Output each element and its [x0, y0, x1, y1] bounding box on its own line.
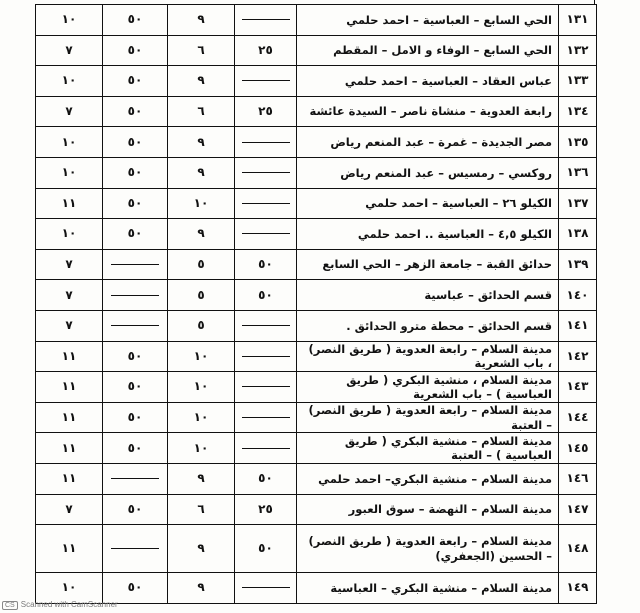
- route-cell-text: مدينة السلام – رابعة العدوية ( طريق النصر) – الحسين (الجعفري): [308, 534, 552, 563]
- value-cell-a-text: ٢٥: [258, 104, 273, 119]
- value-cell-b-text: ٩: [197, 541, 205, 556]
- value-cell-a: [235, 5, 297, 36]
- value-cell-c-text: ٥٠: [127, 379, 143, 394]
- row-number-cell-text: ١٤٩: [566, 580, 589, 595]
- value-cell-d: [36, 463, 103, 494]
- value-cell-a: [235, 249, 297, 280]
- route-cell: [297, 463, 559, 494]
- row-number-cell: [559, 573, 597, 604]
- value-cell-d: [36, 127, 103, 158]
- value-cell-d: [36, 310, 103, 341]
- value-cell-d: [36, 372, 103, 403]
- row-number-cell: [559, 188, 597, 219]
- row-number-cell-text: ١٣٣: [566, 73, 589, 88]
- value-cell-a: [235, 219, 297, 250]
- value-cell-d: [36, 341, 103, 372]
- empty-value-dash: [242, 386, 290, 387]
- value-cell-d: [36, 525, 103, 573]
- table-row: [36, 35, 597, 66]
- empty-value-dash: [111, 548, 159, 549]
- route-cell: [297, 127, 559, 158]
- value-cell-a: [235, 310, 297, 341]
- value-cell-d-text: ١٠: [61, 165, 77, 180]
- value-cell-d-text: ١١: [61, 195, 77, 210]
- route-cell: [297, 157, 559, 188]
- value-cell-a: [235, 66, 297, 97]
- table-row: [36, 188, 597, 219]
- value-cell-a: [235, 157, 297, 188]
- route-cell-text: الكيلو ٤,٥ – العباسية .. احمد حلمي: [357, 226, 552, 241]
- row-number-cell-text: ١٣١: [566, 12, 589, 27]
- value-cell-d: [36, 280, 103, 311]
- value-cell-a-text: ٥٠: [258, 541, 273, 556]
- value-cell-c-text: ٥٠: [127, 73, 143, 88]
- table-row: [36, 494, 597, 525]
- table-row: [36, 463, 597, 494]
- value-cell-d-text: ١١: [61, 541, 77, 556]
- route-cell-text: الحي السابع – العباسية – احمد حلمي: [346, 12, 552, 27]
- value-cell-b: [168, 372, 235, 403]
- empty-value-dash: [242, 80, 290, 81]
- value-cell-d-text: ١١: [61, 379, 77, 394]
- row-number-cell: [559, 5, 597, 36]
- value-cell-c-text: ٥٠: [127, 104, 143, 119]
- value-cell-d-text: ١٠: [61, 226, 77, 241]
- value-cell-d-text: ١٠: [61, 580, 77, 595]
- route-cell-text: مدينة السلام – النهضة – سوق العبور: [348, 502, 552, 517]
- row-number-cell-text: ١٤٢: [566, 348, 589, 363]
- value-cell-d: [36, 35, 103, 66]
- value-cell-b-text: ٩: [197, 73, 205, 88]
- value-cell-c: [103, 525, 168, 573]
- value-cell-a: [235, 433, 297, 464]
- value-cell-a: [235, 280, 297, 311]
- value-cell-c: [103, 573, 168, 604]
- value-cell-a-text: ٢٥: [258, 501, 273, 516]
- route-cell-text: مدينة السلام – رابعة العدوية ( طريق النصر) – العتبة: [308, 403, 552, 432]
- value-cell-b: [168, 188, 235, 219]
- table-row: [36, 219, 597, 250]
- row-number-cell: [559, 157, 597, 188]
- table-row: [36, 127, 597, 158]
- table-row: [36, 5, 597, 36]
- value-cell-d-text: ١٠: [61, 12, 77, 27]
- value-cell-b: [168, 157, 235, 188]
- row-number-cell: [559, 310, 597, 341]
- row-number-cell: [559, 280, 597, 311]
- routes-table: [35, 4, 597, 604]
- value-cell-c: [103, 280, 168, 311]
- value-cell-b-text: ٩: [197, 226, 205, 241]
- value-cell-a-text: ٥٠: [258, 471, 273, 486]
- row-number-cell: [559, 249, 597, 280]
- row-number-cell: [559, 402, 597, 433]
- route-cell: [297, 280, 559, 311]
- row-number-cell-text: ١٤٠: [566, 287, 589, 302]
- row-number-cell: [559, 525, 597, 573]
- value-cell-a: [235, 402, 297, 433]
- value-cell-d-text: ١٠: [61, 134, 77, 149]
- row-number-cell-text: ١٣٨: [566, 226, 589, 241]
- route-cell-text: روكسي – رمسيس – عبد المنعم رياض: [340, 165, 552, 180]
- row-number-cell: [559, 35, 597, 66]
- value-cell-b-text: ٩: [197, 134, 205, 149]
- row-number-cell: [559, 341, 597, 372]
- table-row: [36, 310, 597, 341]
- route-cell-text: مدينة السلام ، منشية البكري ( طريق العباسية ) – باب الشعرية: [346, 372, 552, 401]
- row-number-cell: [559, 96, 597, 127]
- route-cell-text: عباس العقاد – العباسية – احمد حلمي: [344, 73, 552, 88]
- empty-value-dash: [242, 233, 290, 234]
- empty-value-dash: [111, 295, 159, 296]
- value-cell-c: [103, 96, 168, 127]
- table-row: [36, 402, 597, 433]
- value-cell-c: [103, 402, 168, 433]
- value-cell-b: [168, 249, 235, 280]
- value-cell-d: [36, 96, 103, 127]
- empty-value-dash: [111, 325, 159, 326]
- table-row: [36, 341, 597, 372]
- empty-value-dash: [242, 203, 290, 204]
- table-row: [36, 96, 597, 127]
- value-cell-c-text: ٥٠: [127, 501, 143, 516]
- value-cell-a: [235, 372, 297, 403]
- value-cell-c: [103, 372, 168, 403]
- route-cell: [297, 5, 559, 36]
- row-number-cell-text: ١٤٧: [566, 501, 589, 516]
- value-cell-a: [235, 525, 297, 573]
- value-cell-d-text: ٧: [65, 501, 73, 516]
- value-cell-c: [103, 35, 168, 66]
- row-number-cell-text: ١٤٥: [566, 440, 589, 455]
- value-cell-d-text: ٧: [65, 104, 73, 119]
- row-number-cell-text: ١٣٢: [566, 42, 589, 57]
- row-number-cell-text: ١٣٩: [566, 257, 589, 272]
- route-cell: [297, 249, 559, 280]
- value-cell-a: [235, 463, 297, 494]
- value-cell-c-text: ٥٠: [127, 195, 143, 210]
- value-cell-d-text: ٧: [65, 257, 73, 272]
- row-number-cell-text: ١٤٤: [566, 410, 589, 425]
- value-cell-b: [168, 35, 235, 66]
- value-cell-b: [168, 310, 235, 341]
- value-cell-c-text: ٥٠: [127, 348, 143, 363]
- empty-value-dash: [242, 172, 290, 173]
- value-cell-d: [36, 157, 103, 188]
- route-cell: [297, 96, 559, 127]
- value-cell-b-text: ٩: [197, 12, 205, 27]
- table-row: [36, 280, 597, 311]
- value-cell-b-text: ١٠: [193, 440, 209, 455]
- route-cell: [297, 188, 559, 219]
- value-cell-c-text: ٥٠: [127, 226, 143, 241]
- value-cell-c-text: ٥٠: [127, 12, 143, 27]
- value-cell-d-text: ٧: [65, 287, 73, 302]
- row-number-cell: [559, 494, 597, 525]
- value-cell-c: [103, 66, 168, 97]
- row-number-cell: [559, 66, 597, 97]
- row-number-cell-text: ١٤١: [566, 318, 589, 333]
- value-cell-a: [235, 188, 297, 219]
- value-cell-d: [36, 188, 103, 219]
- value-cell-a: [235, 96, 297, 127]
- value-cell-b: [168, 463, 235, 494]
- row-number-cell: [559, 433, 597, 464]
- value-cell-b: [168, 573, 235, 604]
- value-cell-c-text: ٥٠: [127, 410, 143, 425]
- route-cell: [297, 66, 559, 97]
- route-cell: [297, 219, 559, 250]
- value-cell-a-text: ٥٠: [258, 257, 273, 272]
- value-cell-d: [36, 66, 103, 97]
- value-cell-d: [36, 249, 103, 280]
- route-cell: [297, 402, 559, 433]
- row-number-cell-text: ١٣٦: [566, 165, 589, 180]
- row-number-cell: [559, 372, 597, 403]
- empty-value-dash: [242, 325, 290, 326]
- route-cell-text: مدينة السلام – منشية البكري ( طريق العباسية ) – العتبة: [344, 433, 552, 463]
- route-cell: [297, 310, 559, 341]
- value-cell-c-text: ٥٠: [127, 42, 143, 57]
- value-cell-c: [103, 219, 168, 250]
- value-cell-d: [36, 494, 103, 525]
- value-cell-c: [103, 463, 168, 494]
- value-cell-a: [235, 127, 297, 158]
- row-number-cell-text: ١٣٧: [566, 195, 589, 210]
- value-cell-b-text: ٦: [197, 42, 205, 57]
- value-cell-c: [103, 341, 168, 372]
- row-number-cell-text: ١٣٥: [566, 134, 589, 149]
- value-cell-a-text: ٢٥: [258, 42, 273, 57]
- value-cell-b-text: ٩: [197, 580, 205, 595]
- value-cell-d: [36, 402, 103, 433]
- value-cell-b: [168, 66, 235, 97]
- table-row: [36, 573, 597, 604]
- route-cell-text: قسم الحدائق – عباسية: [424, 287, 552, 302]
- value-cell-d: [36, 219, 103, 250]
- value-cell-b: [168, 525, 235, 573]
- value-cell-c: [103, 249, 168, 280]
- value-cell-b: [168, 341, 235, 372]
- empty-value-dash: [242, 417, 290, 418]
- row-number-cell-text: ١٣٤: [566, 104, 589, 119]
- empty-value-dash: [242, 19, 290, 20]
- camscanner-logo: CS: [2, 601, 18, 610]
- scanner-watermark: [2, 600, 118, 610]
- value-cell-b-text: ١٠: [193, 379, 209, 394]
- empty-value-dash: [242, 356, 290, 357]
- value-cell-c: [103, 310, 168, 341]
- table-row: [36, 66, 597, 97]
- value-cell-b-text: ١٠: [193, 348, 209, 363]
- row-number-cell-text: ١٤٦: [566, 471, 589, 486]
- value-cell-b: [168, 280, 235, 311]
- table-row: [36, 157, 597, 188]
- route-cell: [297, 494, 559, 525]
- route-cell-text: مصر الجديدة – غمرة – عبد المنعم رياض: [330, 134, 552, 149]
- value-cell-c: [103, 494, 168, 525]
- value-cell-b-text: ٦: [197, 104, 205, 119]
- route-cell: [297, 372, 559, 403]
- value-cell-a: [235, 341, 297, 372]
- value-cell-b-text: ١٠: [193, 195, 209, 210]
- value-cell-d-text: ١٠: [61, 73, 77, 88]
- empty-value-dash: [111, 478, 159, 479]
- routes-table-body: [36, 5, 597, 604]
- value-cell-c: [103, 433, 168, 464]
- value-cell-b-text: ١٠: [193, 410, 209, 425]
- value-cell-b: [168, 494, 235, 525]
- route-cell-text: حدائق القبة – جامعة الزهر – الحي السابع: [322, 257, 552, 272]
- value-cell-b: [168, 96, 235, 127]
- route-cell: [297, 433, 559, 464]
- value-cell-c-text: ٥٠: [127, 440, 143, 455]
- route-cell-text: الكيلو ٢٦ – العباسية – احمد حلمي: [365, 196, 552, 211]
- table-row: [36, 249, 597, 280]
- row-number-cell: [559, 463, 597, 494]
- value-cell-a-text: ٥٠: [258, 287, 273, 302]
- value-cell-b-text: ٥: [197, 287, 205, 302]
- value-cell-b-text: ٦: [197, 501, 205, 516]
- value-cell-b-text: ٥: [197, 318, 205, 333]
- row-number-cell: [559, 127, 597, 158]
- route-cell: [297, 525, 559, 573]
- value-cell-c: [103, 157, 168, 188]
- table-row: [36, 372, 597, 403]
- row-number-cell-text: ١٤٣: [566, 379, 589, 394]
- value-cell-c-text: ٥٠: [127, 580, 143, 595]
- route-cell-text: مدينة السلام – رابعة العدوية ( طريق النصر) ، باب الشعرية: [308, 341, 552, 371]
- route-cell: [297, 341, 559, 372]
- value-cell-a: [235, 573, 297, 604]
- value-cell-c-text: ٥٠: [127, 165, 143, 180]
- watermark-text: Scanned with CamScanner: [20, 600, 118, 609]
- value-cell-d-text: ٧: [65, 42, 73, 57]
- route-cell-text: مدينة السلام – منشية البكري– احمد حلمي: [318, 471, 552, 486]
- value-cell-d: [36, 5, 103, 36]
- value-cell-b: [168, 433, 235, 464]
- empty-value-dash: [111, 264, 159, 265]
- empty-value-dash: [242, 448, 290, 449]
- empty-value-dash: [242, 142, 290, 143]
- value-cell-d: [36, 433, 103, 464]
- value-cell-b: [168, 219, 235, 250]
- value-cell-d-text: ١١: [61, 471, 77, 486]
- route-cell: [297, 573, 559, 604]
- table-row: [36, 525, 597, 573]
- route-cell-text: رابعة العدوية – منشاة ناصر – السيدة عائشة: [309, 104, 552, 119]
- empty-value-dash: [242, 587, 290, 588]
- route-cell: [297, 35, 559, 66]
- value-cell-a: [235, 494, 297, 525]
- value-cell-b: [168, 402, 235, 433]
- value-cell-c: [103, 5, 168, 36]
- route-cell-text: الحي السابع – الوفاء و الامل – المقطم: [333, 43, 552, 58]
- value-cell-d-text: ١١: [61, 348, 77, 363]
- value-cell-d: [36, 573, 103, 604]
- value-cell-b-text: ٥: [197, 257, 205, 272]
- value-cell-d-text: ١١: [61, 440, 77, 455]
- value-cell-d-text: ١١: [61, 410, 77, 425]
- table-row: [36, 433, 597, 464]
- row-number-cell: [559, 219, 597, 250]
- value-cell-d-text: ٧: [65, 318, 73, 333]
- value-cell-c: [103, 127, 168, 158]
- value-cell-c: [103, 188, 168, 219]
- value-cell-b-text: ٩: [197, 165, 205, 180]
- route-cell-text: مدينة السلام – منشية البكري – العباسية: [330, 580, 552, 595]
- row-number-cell-text: ١٤٨: [566, 541, 589, 556]
- value-cell-c-text: ٥٠: [127, 134, 143, 149]
- value-cell-b: [168, 127, 235, 158]
- value-cell-b-text: ٩: [197, 471, 205, 486]
- route-cell-text: قسم الحدائق – محطة مترو الحدائق .: [346, 318, 552, 333]
- value-cell-b: [168, 5, 235, 36]
- value-cell-a: [235, 35, 297, 66]
